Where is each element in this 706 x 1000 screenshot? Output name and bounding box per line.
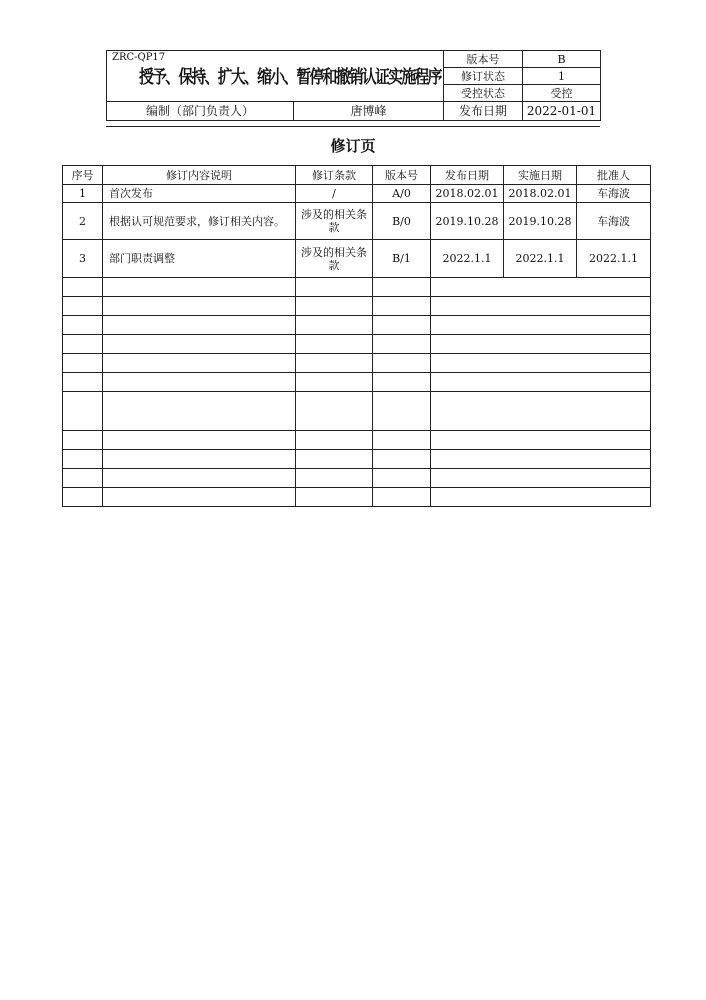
column-header: 发布日期 xyxy=(431,166,504,185)
compiled-by-label: 编制（部门负责人） xyxy=(107,102,294,121)
empty-row xyxy=(63,392,651,431)
empty-row xyxy=(63,354,651,373)
table-row xyxy=(63,240,651,278)
revision-state-label: 修订状态 xyxy=(444,68,523,85)
table-row xyxy=(63,185,651,203)
row-effective: 2018.02.01 xyxy=(504,185,577,203)
row-version: B/0 xyxy=(373,203,431,240)
row-version: A/0 xyxy=(373,185,431,203)
row-release: 2019.10.28 xyxy=(431,203,504,240)
control-state-label: 受控状态 xyxy=(444,85,523,102)
row-approver: 车海波 xyxy=(577,185,651,203)
row-no: 3 xyxy=(63,240,103,278)
empty-row xyxy=(63,297,651,316)
empty-row xyxy=(63,431,651,450)
release-date-value: 2022-01-01 xyxy=(523,102,601,121)
empty-row xyxy=(63,316,651,335)
page-title: 修订页 xyxy=(330,137,376,155)
row-effective: 2019.10.28 xyxy=(504,203,577,240)
empty-row xyxy=(63,373,651,392)
version-label: 版本号 xyxy=(444,51,523,68)
revision-table xyxy=(62,165,651,507)
doc-title: 授予、保持、扩大、缩小、暂停和撤销认证实施程序 xyxy=(139,67,441,88)
row-desc: 部门职责调整 xyxy=(103,240,296,278)
row-approver: 2022.1.1 xyxy=(577,240,651,278)
empty-row xyxy=(63,488,651,507)
column-header: 版本号 xyxy=(373,166,431,185)
revision-state-value: 1 xyxy=(523,68,601,85)
row-clause: / xyxy=(296,185,373,203)
row-release: 2022.1.1 xyxy=(431,240,504,278)
table-header-row xyxy=(63,166,651,185)
empty-row xyxy=(63,450,651,469)
row-clause: 涉及的相关条款 xyxy=(296,240,373,278)
row-no: 2 xyxy=(63,203,103,240)
column-header: 修订条款 xyxy=(296,166,373,185)
column-header: 序号 xyxy=(63,166,103,185)
empty-row xyxy=(63,278,651,297)
row-version: B/1 xyxy=(373,240,431,278)
release-date-label: 发布日期 xyxy=(444,102,523,121)
compiled-by-value: 唐博峰 xyxy=(294,102,444,121)
control-state-value: 受控 xyxy=(523,85,601,102)
column-header: 批准人 xyxy=(577,166,651,185)
row-release: 2018.02.01 xyxy=(431,185,504,203)
column-header: 实施日期 xyxy=(504,166,577,185)
column-header: 修订内容说明 xyxy=(103,166,296,185)
row-effective: 2022.1.1 xyxy=(504,240,577,278)
doc-code: ZRC-QP17 xyxy=(112,52,166,63)
empty-row xyxy=(63,335,651,354)
document-header xyxy=(106,50,601,121)
table-row xyxy=(63,203,651,240)
title-cell xyxy=(107,51,444,102)
empty-row xyxy=(63,469,651,488)
row-no: 1 xyxy=(63,185,103,203)
version-value: B xyxy=(523,51,601,68)
row-desc: 首次发布 xyxy=(103,185,296,203)
row-desc: 根据认可规范要求，修订相关内容。 xyxy=(103,203,296,240)
row-clause: 涉及的相关条款 xyxy=(296,203,373,240)
header-rule xyxy=(106,126,600,127)
row-approver: 车海波 xyxy=(577,203,651,240)
